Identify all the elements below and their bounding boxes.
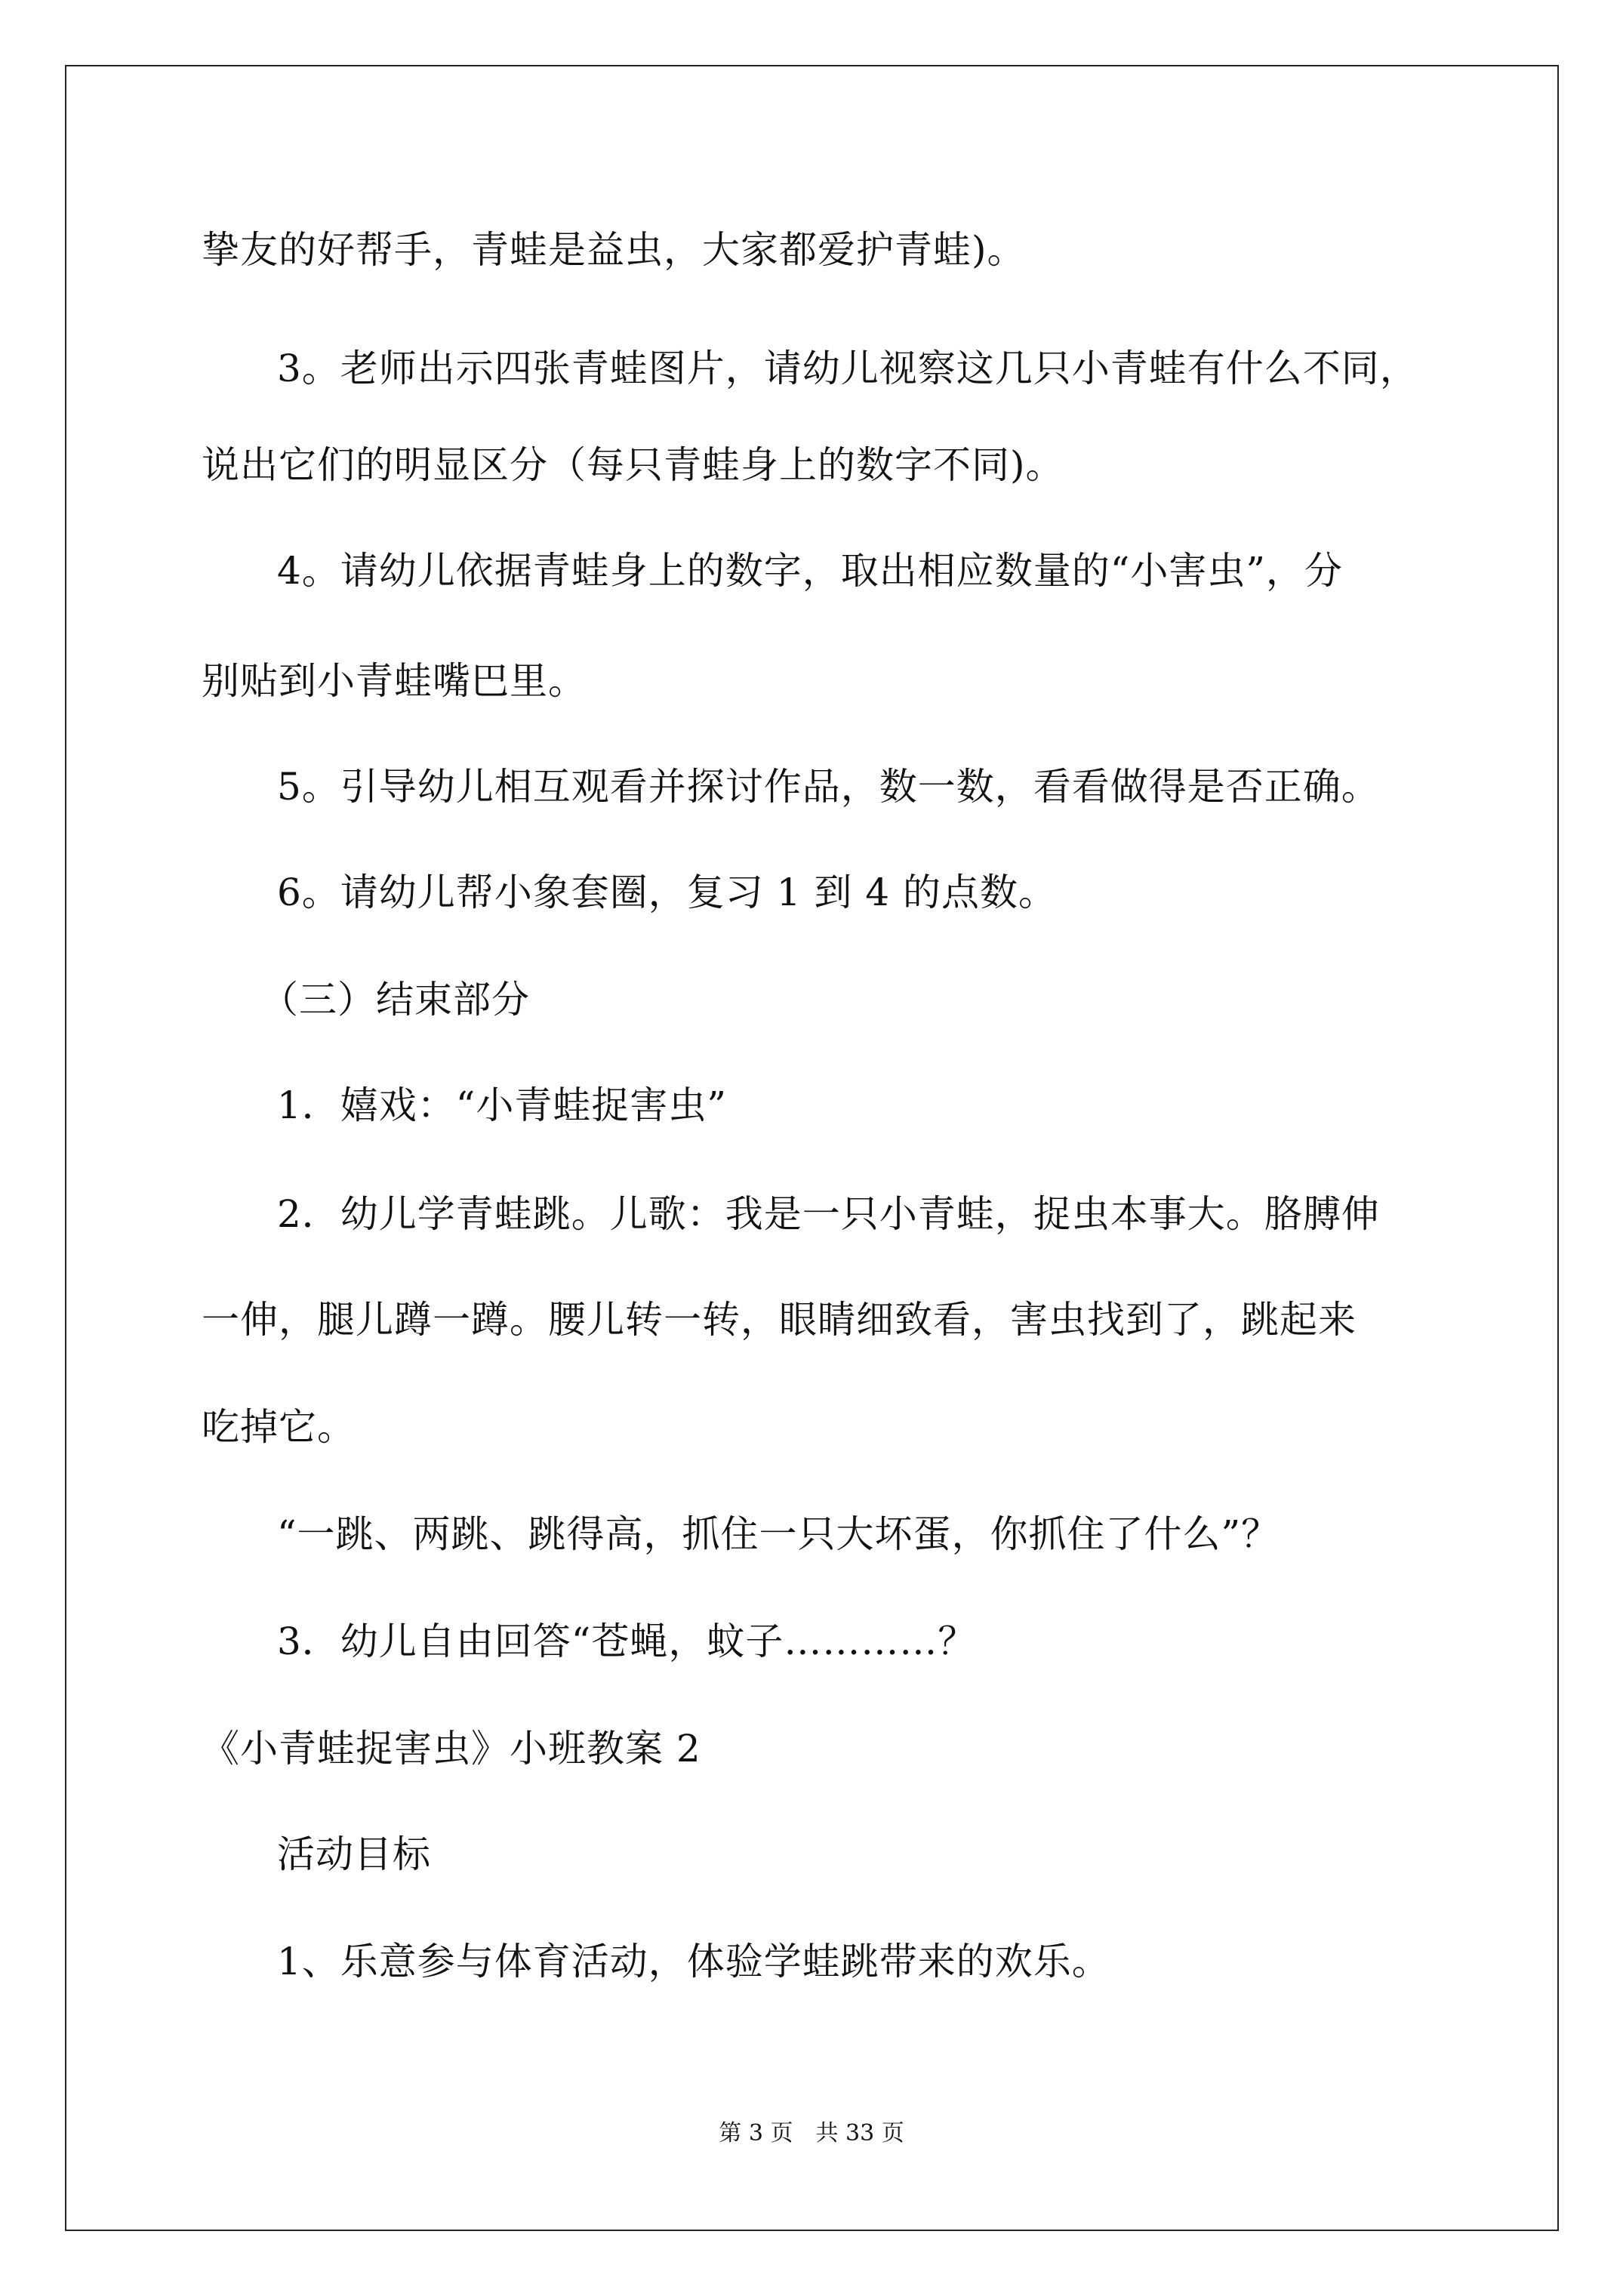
text-line-4: 4。请幼儿依据青蛙身上的数字，取出相应数量的“小害虫”，分 bbox=[277, 549, 1343, 593]
text-line-17: 1、乐意参与体育活动，体验学蛙跳带来的欢乐。 bbox=[277, 1940, 1110, 1983]
text-line-11: 一伸，腿儿蹲一蹲。腰儿转一转，眼睛细致看，害虫找到了，跳起来 bbox=[202, 1298, 1357, 1342]
section-heading-conclusion: （三）结束部分 bbox=[260, 978, 530, 1022]
text-line-1: 挚友的好帮手，青蛙是益虫，大家都爱护青蛙)。 bbox=[202, 228, 1026, 272]
text-line-12: 吃掉它。 bbox=[202, 1405, 356, 1449]
text-line-5: 别贴到小青蛙嘴巴里。 bbox=[202, 659, 587, 703]
text-line-10: 2．幼儿学青蛙跳。儿歌：我是一只小青蛙，捉虫本事大。胳膊伸 bbox=[277, 1192, 1380, 1236]
text-line-6: 5。引导幼儿相互观看并探讨作品，数一数，看看做得是否正确。 bbox=[277, 765, 1380, 809]
text-line-3: 说出它们的明显区分（每只青蛙身上的数字不同)。 bbox=[202, 443, 1064, 487]
text-line-14: 3．幼儿自由回答“苍蝇，蚊子…………？ bbox=[277, 1620, 977, 1663]
lesson-plan-title: 《小青蛙捉害虫》小班教案 2 bbox=[202, 1727, 701, 1771]
text-line-13: “一跳、两跳、跳得高，抓住一只大坏蛋，你抓住了什么”？ bbox=[277, 1512, 1280, 1556]
page-number-footer: 第 3 页 共 33 页 bbox=[719, 2120, 904, 2147]
text-line-2: 3。老师出示四张青蛙图片，请幼儿视察这几只小青蛙有什么不同， bbox=[277, 347, 1418, 390]
section-heading-objectives: 活动目标 bbox=[277, 1832, 431, 1876]
text-line-7: 6。请幼儿帮小象套圈，复习 1 到 4 的点数。 bbox=[277, 871, 1058, 914]
text-line-9: 1．嬉戏：“小青蛙捉害虫” bbox=[277, 1083, 727, 1127]
